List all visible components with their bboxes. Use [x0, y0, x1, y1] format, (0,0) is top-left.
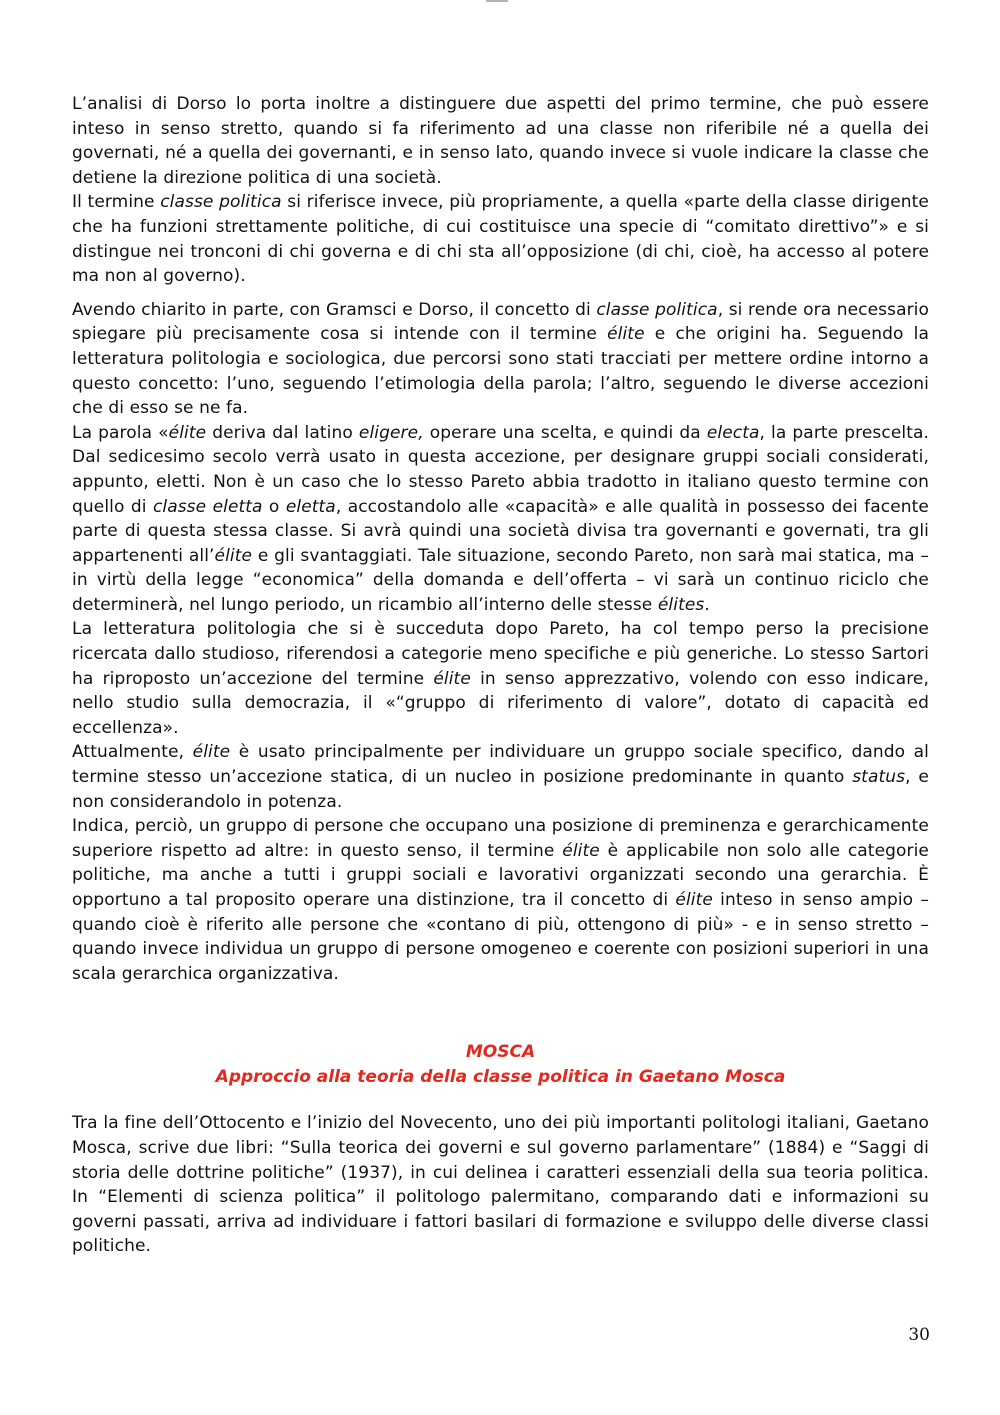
paragraph-dorso-analysis: L’analisi di Dorso lo porta inoltre a distinguere due aspetti del primo termine, che può essere inteso in senso stretto, quando si fa riferimento ad una classe non riferibile né a quella dei governati, né a quella dei governanti, e in senso lato, quando invece si vuole indicare la classe che detiene la direzione politica di una società. [72, 94, 929, 188]
section-heading [72, 1040, 929, 1090]
paragraph-elite-intro: Avendo chiarito in parte, con Gramsci e Dorso, il concetto di classe politica, si rende ora necessario spiegare più precisamente cosa si intende con il termine élite e che origini ha. Seguendo la letteratura politologia e sociologica, due percorsi sono stati tracciati per mettere ordine intorno a questo concetto: l’uno, seguendo l’etimologia della parola; l’altro, seguendo le diverse accezioni che di esso se ne fa. [72, 299, 930, 419]
paragraph-elite-etymology: La parola «élite deriva dal latino eligere, operare una scelta, e quindi da electa, la parte prescelta. Dal sedicesimo secolo verrà usato in questa accezione, per designare gruppi sociali considerati, appunto, eletti. Non è un caso che lo stesso Pareto abbia tradotto in italiano questo termine con quello di classe eletta o eletta, accostandolo alle «capacità» e alle qualità in possesso dei facente parte di questa stessa classe. Si avrà quindi una società divisa tra governanti e governati, tra gli appartenenti all’élite e gli svantaggiati. Tale situazione, secondo Pareto, non sarà mai statica, ma – in virtù della legge “economica” della domanda e dell’offerta – vi sarà un continuo riciclo che determinerà, nel lungo periodo, un ricambio all’interno delle stesse élites. [72, 422, 930, 615]
section-subtitle: Approccio alla teoria della classe politica in Gaetano Mosca [215, 1067, 786, 1088]
page-content [72, 92, 929, 1259]
header-mark [486, 0, 508, 2]
paragraph-classe-politica: Il termine classe politica si riferisce invece, più propriamente, a quella «parte della classe dirigente che ha funzioni strettamente politiche, di cui costituisce una specie di “comitato direttivo”» e si distingue nei tronconi di chi governa e di chi sta all’opposizione (di chi, cioè, ha accesso al potere ma non al governo). [72, 192, 929, 287]
paragraph-sartori: La letteratura politologia che si è succeduta dopo Pareto, ha col tempo perso la precisione ricercata dallo studioso, riferendosi a categorie meno specifiche e più generiche. Lo stesso Sartori ha riproposto un’accezione del termine élite in senso apprezzativo, volendo con esso indicare, nello studio sulla democrazia, il «“gruppo di riferimento di valore”, dotato di capacità ed eccellenza». [72, 619, 929, 738]
paragraph-mosca: Tra la fine dell’Ottocento e l’inizio del Novecento, uno dei più importanti politologi italiani, Gaetano Mosca, scrive due libri: “Sulla teorica dei governi e sul governo parlamentare” (1884) e “Saggi di storia delle dottrine politiche” (1937), in cui delinea i caratteri essenziali della sua teoria politica. In “Elementi di scienza politica” il politologo palermitano, comparando dati e informazioni su governi passati, arriva ad individuare i fattori basilari di formazione e sviluppo delle diverse classi politiche. [72, 1113, 929, 1257]
paragraph-preminenza: Indica, perciò, un gruppo di persone che occupano una posizione di preminenza e gerarchicamente superiore rispetto ad altre: in questo senso, il termine élite è applicabile non solo alle categorie politiche, ma anche a tutti i gruppi sociali e lavorativi organizzati secondo una gerarchia. È opportuno a tal proposito operare una distinzione, tra il concetto di élite inteso in senso ampio – quando cioè è riferito alle persone che «contano di più, ottengono di più» - e in senso stretto – quando invece individua un gruppo di persone omogeneo e coerente con posizioni superiori in una scala gerarchica organizzativa. [72, 816, 929, 984]
paragraph-attualmente: Attualmente, élite è usato principalmente per individuare un gruppo sociale specifico, dando al termine stesso un’accezione statica, di un nucleo in posizione predominante in quanto status, e non considerandolo in potenza. [72, 742, 930, 812]
section-title: MOSCA [465, 1042, 536, 1063]
page-number: 30 [908, 1325, 930, 1345]
